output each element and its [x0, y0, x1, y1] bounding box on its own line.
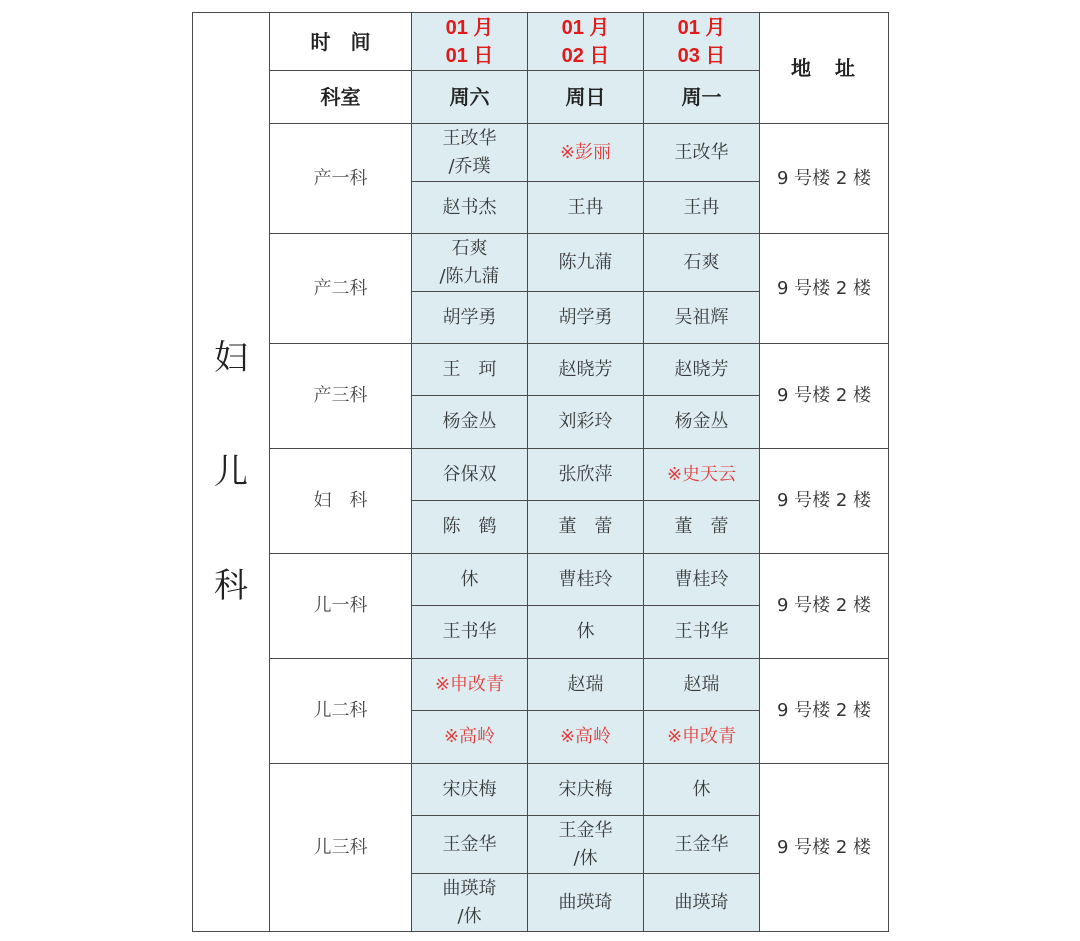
doctor-cell [644, 396, 760, 449]
doctor-cell [644, 501, 760, 554]
department-address: 9 号楼 2 楼 [760, 449, 889, 554]
department-address: 9 号楼 2 楼 [760, 344, 889, 449]
department-name: 妇 科 [270, 449, 412, 554]
doctor-name: ※史天云 [666, 463, 737, 485]
doctor-cell [528, 606, 644, 659]
doctor-name: 赵晓芳 [674, 358, 729, 380]
duty-schedule-table [192, 12, 889, 932]
date-month: 01 月 [445, 16, 494, 39]
doctor-name: 赵瑞 [567, 673, 604, 695]
doctor-cell [412, 554, 528, 606]
department-name: 产三科 [270, 344, 412, 449]
doctor-name: 王改华 [442, 127, 497, 149]
department-address: 9 号楼 2 楼 [760, 234, 889, 344]
doctor-name: 曹桂玲 [558, 568, 613, 590]
doctor-cell [644, 659, 760, 711]
doctor-cell [528, 711, 644, 764]
doctor-cell [644, 606, 760, 659]
doctor-cell [528, 124, 644, 182]
doctor-name-extra: /休 [457, 905, 482, 927]
time-header: 时 间 [270, 13, 412, 71]
doctor-cell [412, 606, 528, 659]
department-name: 儿三科 [270, 764, 412, 932]
doctor-cell [528, 501, 644, 554]
group-char: 儿 [214, 452, 248, 492]
doctor-cell [644, 234, 760, 292]
doctor-name: 杨金丛 [442, 411, 497, 432]
doctor-cell [412, 501, 528, 554]
doctor-cell [644, 124, 760, 182]
department-address: 9 号楼 2 楼 [760, 124, 889, 234]
doctor-cell [528, 554, 644, 606]
doctor-cell [528, 182, 644, 234]
doctor-cell [412, 449, 528, 501]
department-address: 9 号楼 2 楼 [760, 764, 889, 932]
doctor-name: 王冉 [683, 196, 720, 218]
group-char: 妇 [214, 338, 248, 378]
date-day: 02 日 [561, 44, 610, 67]
doctor-cell [528, 874, 644, 932]
date-header-3 [644, 13, 760, 71]
group-char: 科 [214, 566, 248, 606]
department-name: 产一科 [270, 124, 412, 234]
doctor-name: 赵瑞 [683, 673, 720, 695]
doctor-cell [412, 659, 528, 711]
doctor-name: 休 [692, 778, 711, 800]
doctor-name: 宋庆梅 [442, 778, 497, 800]
department-address: 9 号楼 2 楼 [760, 554, 889, 659]
doctor-name: 张欣萍 [558, 463, 613, 485]
doctor-name: ※高岭 [443, 726, 496, 747]
department-address: 9 号楼 2 楼 [760, 659, 889, 764]
doctor-cell [644, 554, 760, 606]
doctor-name: ※申改青 [434, 673, 505, 695]
address-header: 地 址 [760, 13, 889, 124]
doctor-cell [412, 344, 528, 396]
doctor-cell [644, 344, 760, 396]
doctor-name: 王改华 [674, 141, 729, 163]
doctor-name: 陈 鹤 [442, 516, 497, 537]
doctor-name: 杨金丛 [674, 411, 729, 432]
department-name: 儿一科 [270, 554, 412, 659]
doctor-cell [412, 234, 528, 292]
doctor-cell [644, 874, 760, 932]
weekday-header-3: 周一 [644, 71, 760, 124]
doctor-cell [644, 292, 760, 344]
doctor-name: 谷保双 [442, 463, 497, 485]
doctor-name: 曲瑛琦 [674, 891, 729, 913]
doctor-name: 王冉 [567, 196, 604, 218]
doctor-cell [528, 292, 644, 344]
department-name: 产二科 [270, 234, 412, 344]
doctor-cell [528, 344, 644, 396]
doctor-name: 陈九蒲 [558, 251, 613, 273]
doctor-name: ※彭丽 [559, 141, 612, 163]
doctor-cell [412, 182, 528, 234]
doctor-name: ※申改青 [666, 726, 737, 747]
date-month: 01 月 [677, 16, 726, 39]
department-header: 科室 [270, 71, 412, 124]
doctor-name-extra: /乔璞 [448, 155, 491, 177]
doctor-cell [412, 816, 528, 874]
doctor-cell [412, 874, 528, 932]
date-day: 03 日 [677, 44, 726, 67]
doctor-name: 王书华 [674, 621, 729, 642]
doctor-cell [528, 234, 644, 292]
doctor-name: 王金华 [442, 833, 497, 855]
doctor-name-extra: /陈九蒲 [439, 265, 500, 287]
doctor-name: 石爽 [451, 237, 488, 259]
doctor-name: 休 [460, 568, 479, 590]
doctor-cell [412, 292, 528, 344]
doctor-name: 王金华 [674, 833, 729, 855]
doctor-name: 吴祖辉 [674, 306, 729, 328]
doctor-name: 曲瑛琦 [558, 891, 613, 913]
doctor-name: 刘彩玲 [558, 411, 613, 432]
doctor-cell [528, 396, 644, 449]
weekday-header-2: 周日 [528, 71, 644, 124]
doctor-cell [644, 816, 760, 874]
doctor-cell [528, 816, 644, 874]
doctor-name: 董 蕾 [558, 516, 613, 537]
doctor-name: ※高岭 [559, 726, 612, 747]
doctor-name: 胡学勇 [442, 306, 497, 328]
doctor-cell [644, 711, 760, 764]
doctor-name: 石爽 [683, 251, 720, 273]
doctor-name: 曹桂玲 [674, 568, 729, 590]
doctor-name: 王书华 [442, 621, 497, 642]
doctor-name: 曲瑛琦 [442, 877, 497, 899]
doctor-cell [644, 182, 760, 234]
doctor-cell [412, 396, 528, 449]
doctor-cell [528, 449, 644, 501]
doctor-name: 胡学勇 [558, 306, 613, 328]
doctor-cell [528, 659, 644, 711]
doctor-name: 王金华 [558, 819, 613, 841]
department-name: 儿二科 [270, 659, 412, 764]
doctor-name-extra: /休 [573, 847, 598, 869]
doctor-name: 王 珂 [442, 358, 497, 380]
date-month: 01 月 [561, 16, 610, 39]
doctor-cell [412, 711, 528, 764]
doctor-cell [412, 764, 528, 816]
doctor-cell [644, 764, 760, 816]
doctor-cell [528, 764, 644, 816]
date-header-1 [412, 13, 528, 71]
doctor-cell [644, 449, 760, 501]
weekday-header-1: 周六 [412, 71, 528, 124]
doctor-name: 休 [576, 621, 595, 642]
doctor-cell [412, 124, 528, 182]
doctor-name: 董 蕾 [674, 516, 729, 537]
doctor-name: 宋庆梅 [558, 778, 613, 800]
department-group-cell [193, 13, 270, 932]
date-header-2 [528, 13, 644, 71]
doctor-name: 赵书杰 [442, 196, 497, 218]
date-day: 01 日 [445, 44, 494, 67]
doctor-name: 赵晓芳 [558, 358, 613, 380]
